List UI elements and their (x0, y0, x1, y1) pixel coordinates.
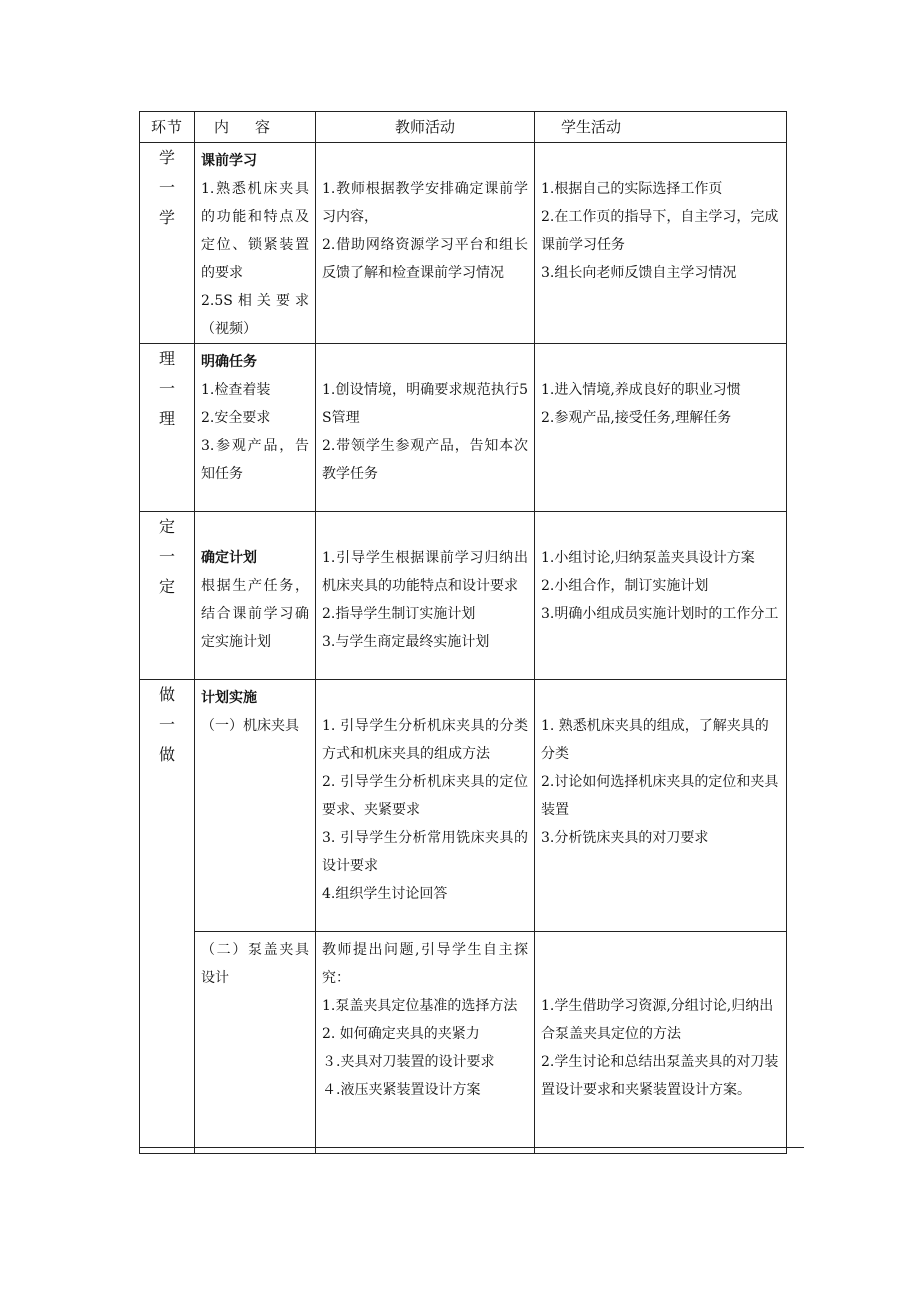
stage-char: 学 (158, 148, 175, 167)
teacher-line: 2.借助网络资源学习平台和组长反馈了解和检查课前学习情况 (322, 237, 528, 281)
student-line: 2.在工作页的指导下，自主学习，完成课前学习任务 (541, 209, 779, 253)
stage-char: 学 (158, 208, 175, 227)
content-line: （一）机床夹具 (201, 718, 299, 734)
teacher-cell (316, 932, 535, 1154)
student-line: 1. 熟悉机床夹具的组成，了解夹具的分类 (541, 718, 769, 762)
content-cell (195, 143, 316, 344)
teacher-line: ３.夹具对刀装置的设计要求 (322, 1054, 495, 1070)
student-line: 3.分析铣床夹具的对刀要求 (541, 830, 709, 846)
content-cell (195, 932, 316, 1154)
stage-cell (140, 512, 195, 680)
lesson-plan-table (139, 111, 787, 1154)
student-cell (535, 680, 787, 932)
table-row (140, 512, 787, 680)
stage-char: 做 (158, 745, 175, 764)
student-cell (535, 143, 787, 344)
student-line: 2.学生讨论和总结出泵盖夹具的对刀装置设计要求和夹紧装置设计方案。 (541, 1054, 779, 1098)
teacher-line: 教师提出问题,引导学生自主探究： (322, 942, 528, 986)
teacher-cell (316, 512, 535, 680)
stage-char: 定 (158, 517, 175, 536)
student-line: 1.小组讨论,归纳泵盖夹具设计方案 (541, 550, 755, 566)
student-line: 2.参观产品,接受任务,理解任务 (541, 410, 732, 426)
student-cell (535, 344, 787, 512)
table-row (140, 143, 787, 344)
teacher-line: 1. 引导学生分析机床夹具的分类方式和机床夹具的组成方法 (322, 718, 528, 762)
teacher-line: 1.引导学生根据课前学习归纳出机床夹具的功能特点和设计要求 (322, 550, 528, 594)
content-heading: 计划实施 (201, 690, 257, 706)
student-line: 1.学生借助学习资源,分组讨论,归纳出合泵盖夹具定位的方法 (541, 998, 774, 1042)
table-row (140, 932, 787, 1154)
stage-char: 做 (158, 685, 175, 704)
header-teacher-activity: 教师活动 (316, 112, 535, 143)
content-heading: 课前学习 (201, 153, 257, 169)
content-heading: 确定计划 (201, 550, 257, 566)
stage-char: 一 (158, 547, 175, 566)
teacher-cell (316, 680, 535, 932)
student-line: 1.根据自己的实际选择工作页 (541, 181, 723, 197)
student-line: 2.小组合作，制订实施计划 (541, 578, 709, 594)
content-line: 3.参观产品，告知任务 (201, 438, 309, 482)
teacher-cell (316, 143, 535, 344)
teacher-line: 1.创设情境，明确要求规范执行5S管理 (322, 382, 528, 426)
teacher-line: 2.指导学生制订实施计划 (322, 606, 476, 622)
teacher-line: 2. 引导学生分析机床夹具的定位要求、夹紧要求 (322, 774, 528, 818)
table-row (140, 680, 787, 932)
table-bottom-rule (139, 1147, 804, 1148)
teacher-line: 4.组织学生讨论回答 (322, 886, 448, 902)
table-header-row (140, 112, 787, 143)
content-line: 2.5S相关要求（视频） (201, 293, 309, 337)
teacher-line: 3. 引导学生分析常用铣床夹具的设计要求 (322, 830, 528, 874)
content-line: 2.安全要求 (201, 410, 271, 426)
student-line: 2.讨论如何选择机床夹具的定位和夹具装置 (541, 774, 779, 818)
stage-char: 理 (158, 349, 175, 368)
content-heading: 明确任务 (201, 354, 257, 370)
stage-char: 理 (158, 409, 175, 428)
student-cell (535, 512, 787, 680)
content-cell (195, 344, 316, 512)
header-stage: 环节 (140, 112, 195, 143)
header-content: 内容 (195, 112, 316, 143)
header-student-activity: 学生活动 (535, 112, 787, 143)
stage-cell (140, 680, 195, 1154)
teacher-line: 2.带领学生参观产品，告知本次教学任务 (322, 438, 528, 482)
stage-cell (140, 143, 195, 344)
student-line: 3.明确小组成员实施计划时的工作分工 (541, 606, 779, 622)
student-cell (535, 932, 787, 1154)
content-cell (195, 512, 316, 680)
content-line: （二）泵盖夹具设计 (201, 942, 309, 986)
teacher-cell (316, 344, 535, 512)
student-line: 3.组长向老师反馈自主学习情况 (541, 265, 737, 281)
stage-char: 一 (158, 379, 175, 398)
teacher-line: 1.教师根据教学安排确定课前学习内容， (322, 181, 528, 225)
teacher-line: 1.泵盖夹具定位基准的选择方法 (322, 998, 518, 1014)
student-line: 1.进入情境,养成良好的职业习惯 (541, 382, 741, 398)
stage-char: 一 (158, 715, 175, 734)
teacher-line: ４.液压夹紧装置设计方案 (322, 1082, 481, 1098)
content-line: 根据生产任务，结合课前学习确定实施计划 (201, 578, 309, 650)
stage-cell (140, 344, 195, 512)
content-line: 1.熟悉机床夹具的功能和特点及定位、锁紧装置的要求 (201, 181, 309, 281)
content-cell (195, 680, 316, 932)
content-line: 1.检查着装 (201, 382, 271, 398)
stage-char: 一 (158, 178, 175, 197)
teacher-line: 2. 如何确定夹具的夹紧力 (322, 1026, 480, 1042)
teacher-line: 3.与学生商定最终实施计划 (322, 634, 490, 650)
table-row (140, 344, 787, 512)
stage-char: 定 (158, 577, 175, 596)
